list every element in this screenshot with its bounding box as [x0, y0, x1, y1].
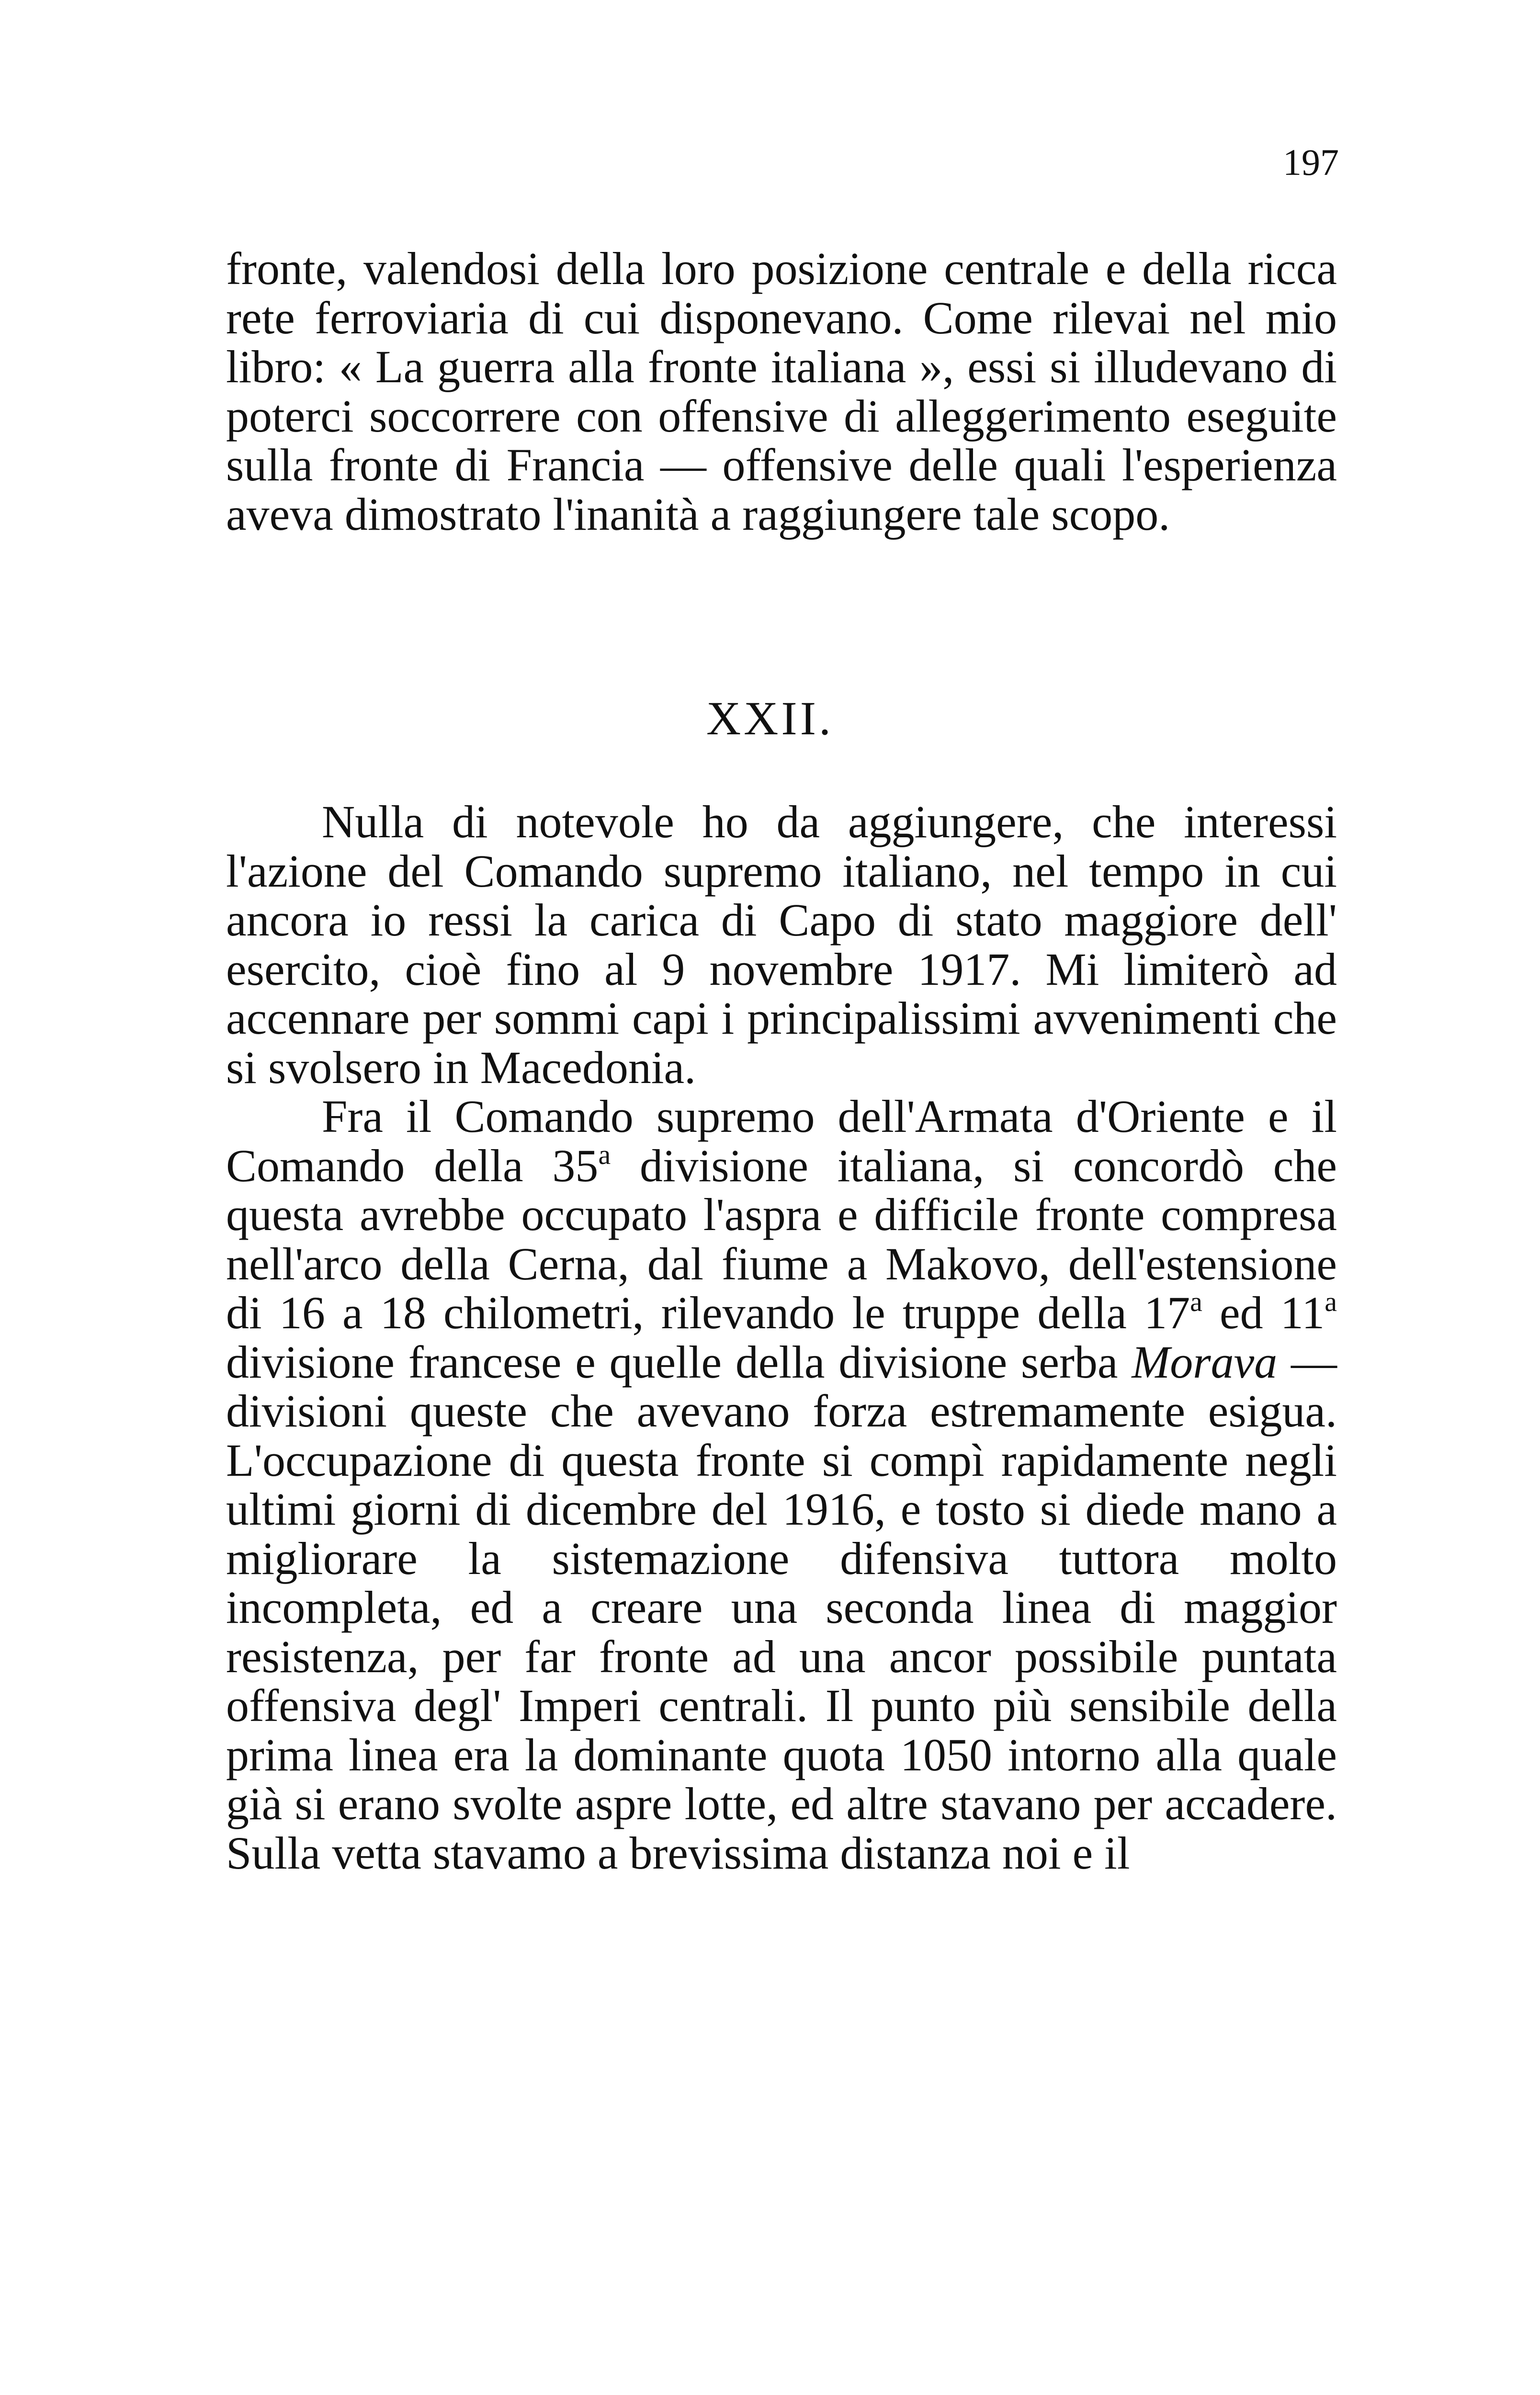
- ordinal-superscript: a: [1325, 1286, 1337, 1317]
- chapter-body: [226, 798, 1337, 1878]
- paragraph-2-text: Fra il Comando supremo dell'Armata d'Oriente e il Comando della 35: [226, 1091, 1337, 1191]
- paragraph-2-text: divisione italiana, si concordò che questa avrebbe occupato l'aspra e difficile fronte compresa nell'arco della Cerna, dal fiume a Makovo, dell'estensione di 16 a 18 chilometri, rilevando le truppe della 17: [226, 1140, 1337, 1338]
- intro-text-block: [226, 244, 1337, 539]
- chapter-heading: XXII.: [706, 692, 834, 745]
- paragraph-2-text: divisione francese e quelle della divisione serba: [226, 1336, 1132, 1388]
- paragraph-2-text: — divisioni queste che avevano forza estremamente esigua. L'occupazione di questa fronte si compì rapidamente negli ultimi giorni di dicembre del 1916, e tosto si diede mano a migliorare la sistemazione difensiva tuttora molto incompleta, ed a creare una seconda linea di maggior resistenza, per far fronte ad una ancor possibile puntata offensiva degl' Imperi centrali. Il punto più sensibile della prima linea era la dominante quota 1050 intorno alla quale già si erano svolte aspre lotte, ed altre stavano per accadere. Sulla vetta stavamo a brevissima distanza noi e il: [226, 1336, 1337, 1879]
- page-number: 197: [1283, 141, 1339, 183]
- ordinal-superscript: a: [1190, 1286, 1202, 1317]
- paragraph-2-text: ed 11: [1202, 1287, 1325, 1338]
- paragraph-1: Nulla di notevole ho da aggiungere, che interessi l'azione del Comando supremo italiano, nel tempo in cui ancora io ressi la carica di Capo di stato maggiore dell' esercito, cioè fino al 9 novembre 1917. Mi limiterò ad accennare per sommi capi i principalissimi avvenimenti che si svolsero in Macedonia.: [226, 796, 1337, 1093]
- paragraph-2: [226, 1092, 1337, 1878]
- ordinal-superscript: a: [598, 1139, 611, 1170]
- division-name-italic: Morava: [1132, 1336, 1278, 1388]
- intro-paragraph: fronte, valendosi della loro posizione centrale e della ricca rete ferroviaria di cui disponevano. Come rilevai nel mio libro: « La guerra alla fronte italiana », essi si illudevano di poterci soccorrere con offensive di alleggerimento eseguite sulla fronte di Francia — offensive delle quali l'esperienza aveva dimostrato l'inanità a raggiungere tale scopo.: [226, 243, 1337, 540]
